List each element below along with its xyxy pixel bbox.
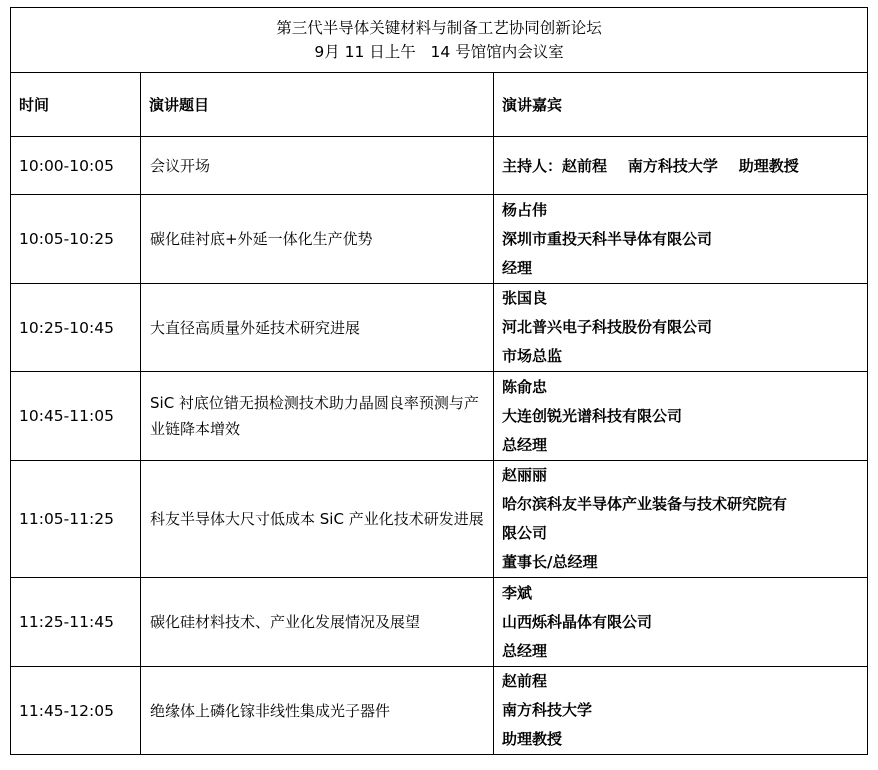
session-topic: 碳化硅材料技术、产业化发展情况及展望: [141, 578, 494, 667]
speaker-organization-cont: 限公司: [502, 524, 548, 542]
speaker-cell: [494, 195, 868, 284]
speaker-organization: 大连创锐光谱科技有限公司: [502, 406, 683, 425]
session-row: [11, 578, 868, 667]
forum-title-cell: [11, 8, 868, 73]
speaker-organization: 深圳市重投天科半导体有限公司: [502, 229, 713, 248]
opening-topic: 会议开场: [141, 137, 494, 195]
speaker-cell: [494, 667, 868, 755]
session-topic: SiC 衬底位错无损检测技术助力晶圆良率预测与产业链降本增效: [141, 372, 494, 461]
session-time: 10:05-10:25: [11, 195, 141, 284]
speaker-position: 市场总监: [502, 347, 563, 365]
session-time: 11:25-11:45: [11, 578, 141, 667]
speaker-position: 总经理: [502, 641, 548, 660]
speaker-position: 总经理: [502, 435, 548, 454]
session-time: 10:25-10:45: [11, 284, 141, 372]
schedule-body: [11, 8, 868, 755]
speaker-position: 助理教授: [502, 730, 563, 748]
speaker-position: 经理: [502, 258, 533, 277]
speaker-name: 赵前程: [502, 672, 548, 690]
session-time: 11:05-11:25: [11, 461, 141, 578]
speaker-name: 张国良: [502, 289, 548, 307]
session-topic: 绝缘体上磷化镓非线性集成光子器件: [141, 667, 494, 755]
speaker-cell: [494, 461, 868, 578]
opening-time: 10:00-10:05: [11, 137, 141, 195]
speaker-cell: [494, 284, 868, 372]
session-row: [11, 667, 868, 755]
session-row: [11, 372, 868, 461]
host-info: 主持人：赵前程 南方科技大学 助理教授: [494, 137, 868, 195]
session-topic: 大直径高质量外延技术研究进展: [141, 284, 494, 372]
speaker-name: 陈俞忠: [502, 377, 548, 396]
forum-title: 第三代半导体关键材料与制备工艺协同创新论坛: [276, 19, 602, 37]
opening-row: [11, 137, 868, 195]
header-topic: 演讲题目: [141, 73, 494, 137]
forum-date-location: 9月 11 日上午 14 号馆馆内会议室: [314, 43, 564, 61]
header-speaker: 演讲嘉宾: [494, 73, 868, 137]
session-topic: 碳化硅衬底+外延一体化生产优势: [141, 195, 494, 284]
speaker-cell: [494, 372, 868, 461]
speaker-organization: 哈尔滨科友半导体产业装备与技术研究院有: [502, 495, 788, 513]
speaker-name: 李斌: [502, 583, 533, 602]
session-row: [11, 195, 868, 284]
session-topic: 科友半导体大尺寸低成本 SiC 产业化技术研发进展: [141, 461, 494, 578]
header-time: 时间: [11, 73, 141, 137]
session-time: 10:45-11:05: [11, 372, 141, 461]
speaker-organization: 南方科技大学: [502, 701, 593, 719]
title-row: [11, 8, 868, 73]
session-row: [11, 461, 868, 578]
speaker-cell: [494, 578, 868, 667]
speaker-organization: 山西烁科晶体有限公司: [502, 612, 653, 631]
speaker-name: 赵丽丽: [502, 466, 548, 484]
schedule-table: [10, 7, 868, 755]
speaker-position: 董事长/总经理: [502, 553, 598, 571]
speaker-name: 杨占伟: [502, 200, 548, 219]
session-time: 11:45-12:05: [11, 667, 141, 755]
session-row: [11, 284, 868, 372]
speaker-organization: 河北普兴电子科技股份有限公司: [502, 318, 713, 336]
header-row: [11, 73, 868, 137]
